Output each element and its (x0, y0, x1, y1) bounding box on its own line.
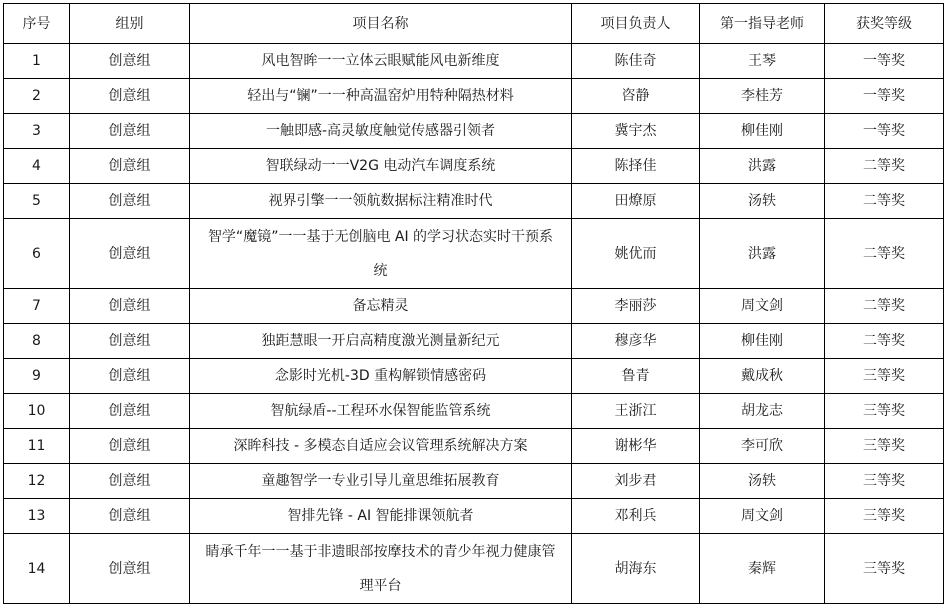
cell-group: 创意组 (70, 149, 190, 184)
cell-award: 一等奖 (825, 79, 944, 114)
cell-advisor: 戴成秋 (700, 359, 825, 394)
cell-award: 一等奖 (825, 114, 944, 149)
cell-no: 3 (4, 114, 70, 149)
cell-leader: 陈佳奇 (572, 44, 700, 79)
table-row (4, 324, 944, 359)
table-row (4, 394, 944, 429)
cell-advisor: 柳佳刚 (700, 324, 825, 359)
cell-advisor: 汤轶 (700, 464, 825, 499)
cell-project: 深眸科技 - 多模态自适应会议管理系统解决方案 (190, 429, 572, 464)
awards-table-container (3, 3, 943, 604)
cell-award: 三等奖 (825, 499, 944, 534)
cell-leader: 邓利兵 (572, 499, 700, 534)
table-row (4, 534, 944, 604)
cell-project: 独距慧眼一开启高精度激光测量新纪元 (190, 324, 572, 359)
cell-no: 8 (4, 324, 70, 359)
cell-no: 13 (4, 499, 70, 534)
cell-group: 创意组 (70, 114, 190, 149)
table-row (4, 79, 944, 114)
cell-leader: 姚优而 (572, 219, 700, 289)
cell-advisor: 汤轶 (700, 184, 825, 219)
table-header-row (4, 4, 944, 44)
cell-project: 风电智眸一一立体云眼赋能风电新维度 (190, 44, 572, 79)
cell-no: 6 (4, 219, 70, 289)
cell-project: 念影时光机-3D 重构解锁情感密码 (190, 359, 572, 394)
cell-advisor: 周文剑 (700, 499, 825, 534)
cell-project (190, 534, 572, 604)
cell-group: 创意组 (70, 499, 190, 534)
cell-advisor: 王琴 (700, 44, 825, 79)
cell-leader: 陈择佳 (572, 149, 700, 184)
header-project: 项目名称 (190, 4, 572, 44)
cell-advisor: 李桂芳 (700, 79, 825, 114)
cell-leader: 咨静 (572, 79, 700, 114)
cell-project: 视界引擎一一领航数据标注精准时代 (190, 184, 572, 219)
cell-no: 11 (4, 429, 70, 464)
cell-award: 二等奖 (825, 184, 944, 219)
cell-leader: 谢彬华 (572, 429, 700, 464)
cell-group: 创意组 (70, 324, 190, 359)
cell-advisor: 李可欣 (700, 429, 825, 464)
cell-group: 创意组 (70, 289, 190, 324)
cell-award: 一等奖 (825, 44, 944, 79)
cell-project: 轻出与“镧”一一种高温窑炉用特种隔热材料 (190, 79, 572, 114)
cell-no: 4 (4, 149, 70, 184)
table-row (4, 359, 944, 394)
cell-leader: 冀宇杰 (572, 114, 700, 149)
cell-no: 10 (4, 394, 70, 429)
cell-award: 三等奖 (825, 359, 944, 394)
cell-advisor: 周文剑 (700, 289, 825, 324)
cell-group: 创意组 (70, 359, 190, 394)
cell-project-text: 睛承千年一一基于非遗眼部按摩技术的青少年视力健康管理平台 (205, 543, 556, 594)
table-row (4, 289, 944, 324)
header-leader: 项目负责人 (572, 4, 700, 44)
cell-advisor: 胡龙志 (700, 394, 825, 429)
cell-group: 创意组 (70, 429, 190, 464)
cell-group: 创意组 (70, 534, 190, 604)
cell-group: 创意组 (70, 184, 190, 219)
table-row (4, 464, 944, 499)
cell-leader: 王浙江 (572, 394, 700, 429)
cell-project-text: 智学“魔镜”一一基于无创脑电 AI 的学习状态实时干预系统 (207, 228, 554, 279)
cell-award: 二等奖 (825, 219, 944, 289)
cell-advisor: 秦辉 (700, 534, 825, 604)
cell-leader: 鲁青 (572, 359, 700, 394)
cell-advisor: 洪露 (700, 149, 825, 184)
table-row (4, 44, 944, 79)
table-row (4, 429, 944, 464)
header-no: 序号 (4, 4, 70, 44)
cell-project: 备忘精灵 (190, 289, 572, 324)
cell-group: 创意组 (70, 79, 190, 114)
cell-project: 一触即感-高灵敏度触觉传感器引领者 (190, 114, 572, 149)
cell-award: 二等奖 (825, 289, 944, 324)
cell-group: 创意组 (70, 394, 190, 429)
cell-award: 三等奖 (825, 464, 944, 499)
table-row (4, 114, 944, 149)
cell-no: 5 (4, 184, 70, 219)
cell-no: 12 (4, 464, 70, 499)
cell-advisor: 洪露 (700, 219, 825, 289)
cell-leader: 胡海东 (572, 534, 700, 604)
cell-leader: 李丽莎 (572, 289, 700, 324)
cell-group: 创意组 (70, 464, 190, 499)
cell-group: 创意组 (70, 44, 190, 79)
cell-no: 2 (4, 79, 70, 114)
cell-award: 二等奖 (825, 149, 944, 184)
cell-project: 智航绿盾--工程环水保智能监管系统 (190, 394, 572, 429)
cell-leader: 刘步君 (572, 464, 700, 499)
awards-table (3, 3, 944, 604)
cell-award: 二等奖 (825, 324, 944, 359)
cell-project: 童趣智学一专业引导儿童思维拓展教育 (190, 464, 572, 499)
cell-leader: 穆彦华 (572, 324, 700, 359)
header-award: 获奖等级 (825, 4, 944, 44)
table-row (4, 219, 944, 289)
cell-no: 14 (4, 534, 70, 604)
header-group: 组别 (70, 4, 190, 44)
cell-project: 智排先锋 - AI 智能排课领航者 (190, 499, 572, 534)
cell-award: 三等奖 (825, 394, 944, 429)
cell-project: 智联绿动一一V2G 电动汽车调度系统 (190, 149, 572, 184)
cell-award: 三等奖 (825, 429, 944, 464)
cell-advisor: 柳佳刚 (700, 114, 825, 149)
cell-no: 1 (4, 44, 70, 79)
cell-leader: 田燎原 (572, 184, 700, 219)
cell-project (190, 219, 572, 289)
cell-award: 三等奖 (825, 534, 944, 604)
table-row (4, 184, 944, 219)
cell-group: 创意组 (70, 219, 190, 289)
cell-no: 7 (4, 289, 70, 324)
cell-no: 9 (4, 359, 70, 394)
table-row (4, 499, 944, 534)
header-advisor: 第一指导老师 (700, 4, 825, 44)
table-row (4, 149, 944, 184)
